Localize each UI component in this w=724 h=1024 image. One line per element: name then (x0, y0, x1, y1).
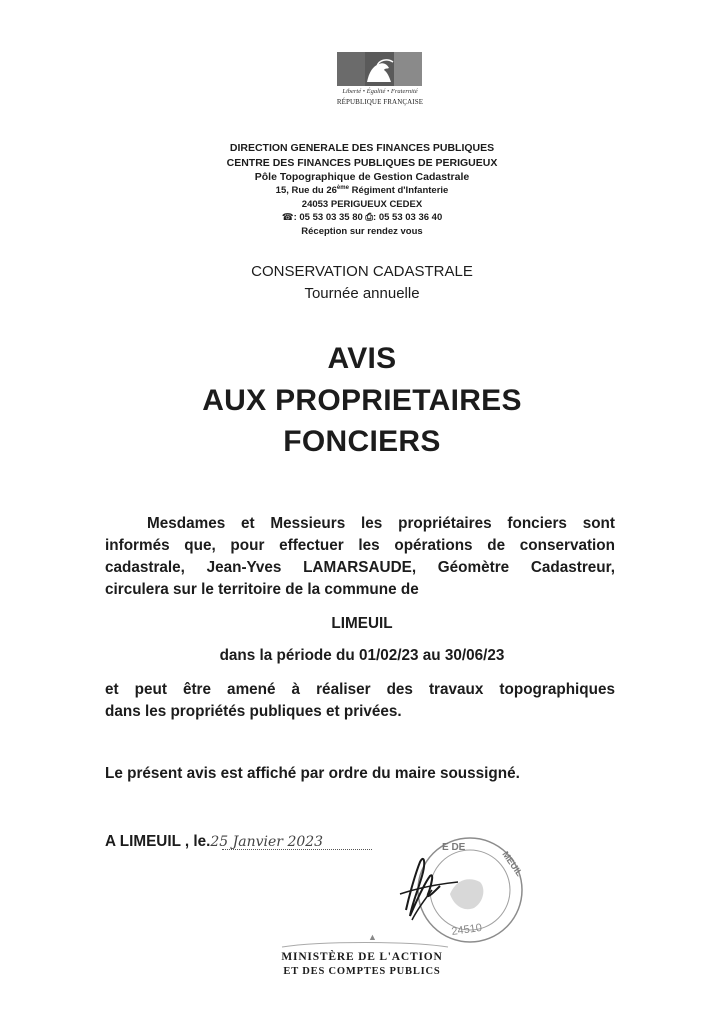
commune-name: LIMEUIL (331, 615, 393, 632)
republic-motto: Liberté • Égalité • Fraternité (342, 88, 418, 95)
address-superscript: ème (336, 185, 349, 191)
header-postal: 24053 PERIGUEUX CEDEX (301, 199, 423, 210)
marianne-logo (333, 52, 427, 112)
republic-name: RÉPUBLIQUE FRANÇAISE (336, 98, 424, 106)
handwritten-date: 25 Janvier 2023 (210, 834, 324, 850)
signature-place: A LIMEUIL , le. (105, 833, 211, 850)
header-line-2: CENTRE DES FINANCES PUBLIQUES DE PERIGUEUX (226, 157, 498, 169)
paragraph-1-line-2: informés que, pour effectuer les opérations de conservation (105, 537, 615, 554)
header-address (0, 185, 724, 196)
stamp-text-right: MEUIL (500, 849, 525, 879)
ministry-divider-curve (280, 940, 450, 948)
paragraph-2-line-2: dans les propriétés publiques et privées. (105, 703, 402, 720)
ministry-mark-icon: ▲ (368, 932, 377, 942)
notice-title-line-1: AVIS (327, 342, 397, 375)
ministry-line-2: ET DES COMPTES PUBLICS (283, 966, 441, 977)
mayor-stamp (398, 832, 528, 947)
section-title: CONSERVATION CADASTRALE (251, 263, 473, 280)
stamp-code: 24510 (450, 921, 483, 938)
paragraph-1-line-3: cadastrale, Jean-Yves LAMARSAUDE, Géomètre Cadastreur, (105, 559, 615, 576)
handwritten-signature (400, 859, 458, 920)
header-line-3: Pôle Topographique de Gestion Cadastrale (254, 171, 470, 183)
stamp-text-top: E DE (442, 842, 466, 853)
address-prefix: 15, Rue du 26 (275, 185, 337, 197)
header-line-1: DIRECTION GENERALE DES FINANCES PUBLIQUES (229, 142, 495, 154)
paragraph-2-line-1: et peut être amené à réaliser des travaux topographiques (105, 681, 615, 698)
section-subtitle: Tournée annuelle (304, 285, 420, 302)
address-suffix: Régiment d'Infanterie (348, 185, 449, 197)
header-phone: ☎: 05 53 03 35 80 ⎙: 05 53 03 36 40 (281, 212, 443, 223)
marianne-flag-icon (337, 52, 422, 86)
period-line: dans la période du 01/02/23 au 30/06/23 (219, 647, 505, 664)
notice-title-line-3: FONCIERS (283, 425, 441, 458)
notice-line: Le présent avis est affiché par ordre du maire soussigné. (105, 765, 520, 782)
ministry-line-1: MINISTÈRE DE L'ACTION (281, 951, 443, 963)
date-dotted-line (222, 849, 372, 850)
paragraph-1-line-4: circulera sur le territoire de la commune de (105, 581, 419, 598)
paragraph-1-line-1: Mesdames et Messieurs les propriétaires fonciers sont (147, 515, 615, 532)
header-reception: Réception sur rendez vous (301, 226, 423, 237)
notice-title-line-2: AUX PROPRIETAIRES (202, 384, 522, 417)
